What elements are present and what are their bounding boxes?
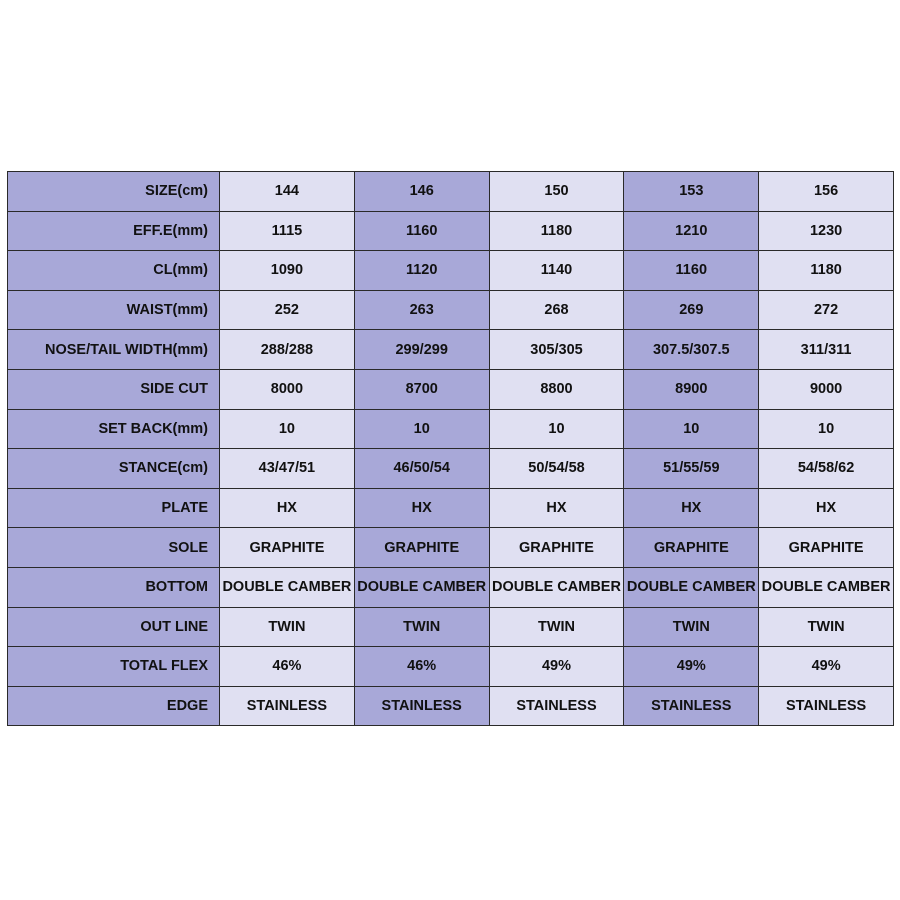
table-cell: 144 xyxy=(220,172,355,212)
table-row xyxy=(8,488,894,528)
table-cell: 263 xyxy=(354,290,489,330)
table-row xyxy=(8,528,894,568)
table-row xyxy=(8,330,894,370)
row-label: WAIST(mm) xyxy=(8,290,220,330)
table-cell: 8000 xyxy=(220,369,355,409)
table-cell: 146 xyxy=(354,172,489,212)
table-cell: HX xyxy=(489,488,624,528)
table-cell: GRAPHITE xyxy=(624,528,759,568)
table-cell: HX xyxy=(759,488,894,528)
table-cell: 1180 xyxy=(489,211,624,251)
table-cell: 10 xyxy=(354,409,489,449)
table-cell: 10 xyxy=(489,409,624,449)
table-cell: 1115 xyxy=(220,211,355,251)
table-cell: STAINLESS xyxy=(489,686,624,726)
table-cell: 156 xyxy=(759,172,894,212)
table-cell: 46% xyxy=(220,647,355,687)
table-cell: HX xyxy=(220,488,355,528)
spec-table xyxy=(7,171,894,726)
table-cell: TWIN xyxy=(624,607,759,647)
spec-table-body xyxy=(8,172,894,726)
table-cell: 150 xyxy=(489,172,624,212)
table-row xyxy=(8,647,894,687)
table-cell: 1120 xyxy=(354,251,489,291)
table-row xyxy=(8,290,894,330)
table-cell: 1230 xyxy=(759,211,894,251)
table-cell: 9000 xyxy=(759,369,894,409)
table-cell: STAINLESS xyxy=(759,686,894,726)
table-cell: DOUBLE CAMBER xyxy=(354,567,489,607)
table-cell: 46/50/54 xyxy=(354,449,489,489)
table-cell: 49% xyxy=(624,647,759,687)
table-cell: HX xyxy=(624,488,759,528)
table-cell: 43/47/51 xyxy=(220,449,355,489)
table-cell: 49% xyxy=(759,647,894,687)
table-row xyxy=(8,211,894,251)
table-cell: 1160 xyxy=(354,211,489,251)
table-row xyxy=(8,686,894,726)
table-cell: HX xyxy=(354,488,489,528)
table-cell: TWIN xyxy=(759,607,894,647)
table-cell: STAINLESS xyxy=(354,686,489,726)
table-cell: 1160 xyxy=(624,251,759,291)
table-row xyxy=(8,172,894,212)
table-cell: TWIN xyxy=(489,607,624,647)
table-cell: STAINLESS xyxy=(220,686,355,726)
row-label: SIDE CUT xyxy=(8,369,220,409)
table-cell: 1140 xyxy=(489,251,624,291)
table-cell: GRAPHITE xyxy=(354,528,489,568)
table-cell: 8700 xyxy=(354,369,489,409)
table-cell: STAINLESS xyxy=(624,686,759,726)
row-label: CL(mm) xyxy=(8,251,220,291)
table-cell: 272 xyxy=(759,290,894,330)
table-cell: 288/288 xyxy=(220,330,355,370)
row-label: STANCE(cm) xyxy=(8,449,220,489)
table-cell: TWIN xyxy=(354,607,489,647)
table-cell: 268 xyxy=(489,290,624,330)
table-cell: 51/55/59 xyxy=(624,449,759,489)
table-cell: 252 xyxy=(220,290,355,330)
table-cell: 153 xyxy=(624,172,759,212)
row-label: EFF.E(mm) xyxy=(8,211,220,251)
table-row xyxy=(8,607,894,647)
table-cell: GRAPHITE xyxy=(489,528,624,568)
table-cell: GRAPHITE xyxy=(220,528,355,568)
row-label: NOSE/TAIL WIDTH(mm) xyxy=(8,330,220,370)
table-cell: 10 xyxy=(759,409,894,449)
table-cell: 269 xyxy=(624,290,759,330)
table-cell: 1210 xyxy=(624,211,759,251)
row-label: SIZE(cm) xyxy=(8,172,220,212)
table-cell: 10 xyxy=(220,409,355,449)
row-label: TOTAL FLEX xyxy=(8,647,220,687)
table-cell: 307.5/307.5 xyxy=(624,330,759,370)
table-cell: DOUBLE CAMBER xyxy=(489,567,624,607)
row-label: EDGE xyxy=(8,686,220,726)
table-cell: GRAPHITE xyxy=(759,528,894,568)
row-label: PLATE xyxy=(8,488,220,528)
table-cell: 1180 xyxy=(759,251,894,291)
table-cell: 54/58/62 xyxy=(759,449,894,489)
row-label: SOLE xyxy=(8,528,220,568)
table-cell: DOUBLE CAMBER xyxy=(220,567,355,607)
table-cell: 305/305 xyxy=(489,330,624,370)
table-row xyxy=(8,567,894,607)
table-cell: 311/311 xyxy=(759,330,894,370)
table-cell: 299/299 xyxy=(354,330,489,370)
table-row xyxy=(8,369,894,409)
table-cell: 8800 xyxy=(489,369,624,409)
table-cell: 10 xyxy=(624,409,759,449)
table-cell: DOUBLE CAMBER xyxy=(759,567,894,607)
table-row xyxy=(8,251,894,291)
table-cell: DOUBLE CAMBER xyxy=(624,567,759,607)
table-cell: 46% xyxy=(354,647,489,687)
row-label: SET BACK(mm) xyxy=(8,409,220,449)
table-cell: 1090 xyxy=(220,251,355,291)
row-label: BOTTOM xyxy=(8,567,220,607)
table-cell: 8900 xyxy=(624,369,759,409)
table-row xyxy=(8,409,894,449)
row-label: OUT LINE xyxy=(8,607,220,647)
table-cell: 49% xyxy=(489,647,624,687)
table-cell: TWIN xyxy=(220,607,355,647)
table-cell: 50/54/58 xyxy=(489,449,624,489)
table-row xyxy=(8,449,894,489)
